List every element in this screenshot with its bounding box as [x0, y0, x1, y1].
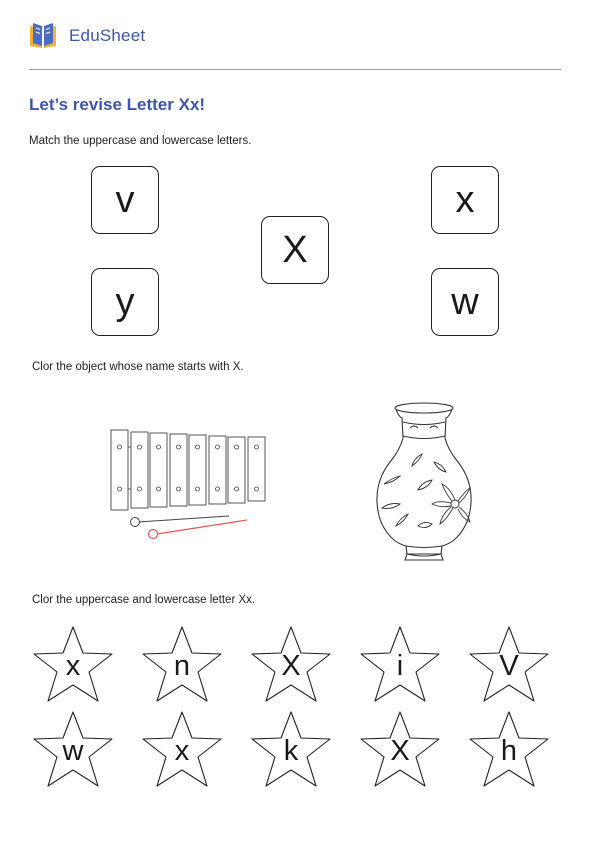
brand-name: EduSheet [69, 26, 146, 45]
star-letter[interactable] [141, 710, 223, 790]
letter-card-y[interactable]: y [91, 268, 159, 336]
star-letter-text: w [62, 735, 84, 767]
color-object-instruction: Clor the object whose name starts with X. [32, 361, 244, 373]
star-letter-text: V [499, 650, 519, 682]
header-divider [29, 69, 561, 70]
star-letter[interactable] [250, 710, 332, 790]
letter-card-v[interactable]: v [91, 166, 159, 234]
star-letter[interactable] [468, 710, 550, 790]
vase-icon[interactable] [372, 400, 478, 564]
star-letter[interactable] [250, 625, 332, 705]
page-title: Let’s revise Letter Xx! [29, 95, 206, 114]
star-letter-text: h [500, 735, 518, 767]
star-letter-text: X [390, 735, 410, 767]
letter-card-w[interactable]: w [431, 268, 499, 336]
xylophone-icon[interactable] [108, 426, 270, 544]
star-letter-text: n [173, 650, 191, 682]
letter-card-x[interactable]: x [431, 166, 499, 234]
star-letter[interactable] [141, 625, 223, 705]
star-letter[interactable] [32, 625, 114, 705]
letter-card-X[interactable]: X [261, 216, 329, 284]
open-book-icon [28, 20, 58, 50]
color-letters-instruction: Clor the uppercase and lowercase letter Xx. [32, 594, 256, 606]
star-letter[interactable] [32, 710, 114, 790]
star-letter[interactable] [359, 710, 441, 790]
star-letter-text: x [65, 650, 81, 682]
star-letter[interactable] [359, 625, 441, 705]
star-letter-text: X [281, 650, 301, 682]
star-letter-text: i [396, 650, 404, 682]
star-letter[interactable] [468, 625, 550, 705]
star-letter-text: k [283, 735, 299, 767]
match-instruction: Match the uppercase and lowercase letters. [29, 135, 252, 147]
star-letter-text: x [174, 735, 190, 767]
